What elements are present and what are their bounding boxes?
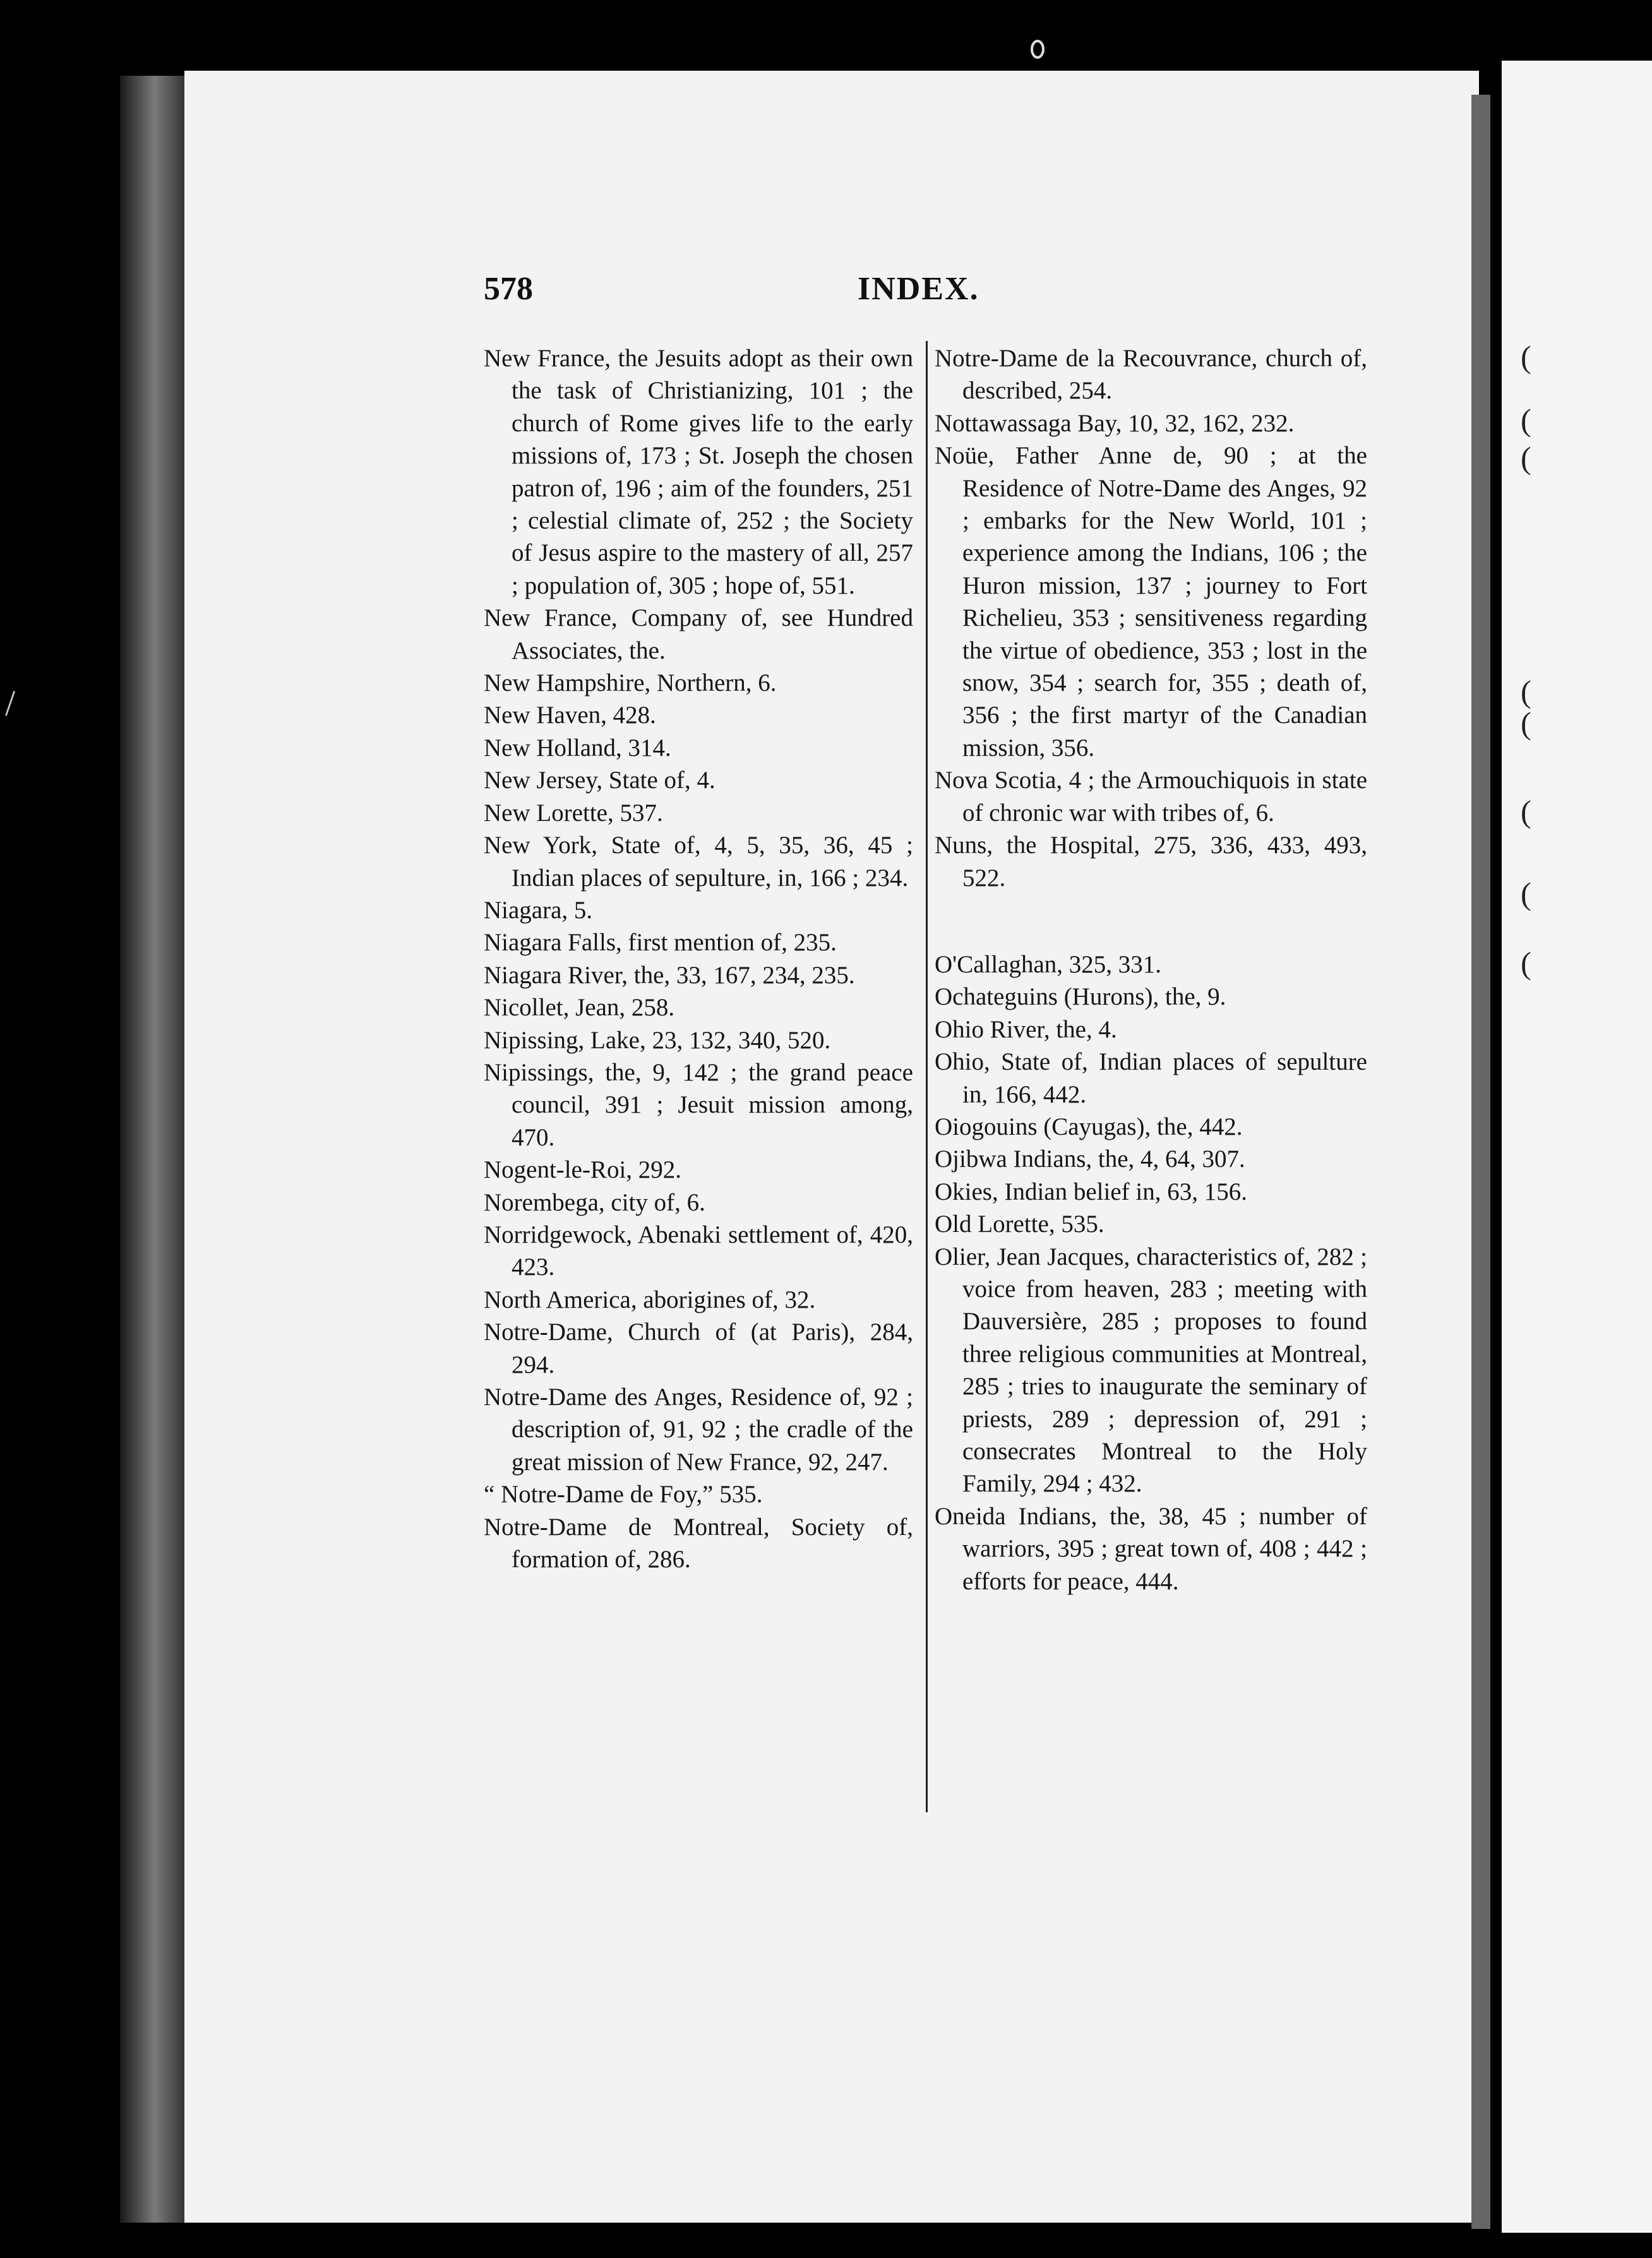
index-entry: New France, the Jesuits adopt as their own the task of Christianizing, 101 ; the church of Rome gives life to the early missions of, 173 ; St. Joseph the chosen patron of, 196 ; aim of the founders, 251 ; celestial climate of, 252 ; the Society of Jesus aspire to the mastery of all, 257 ; population of, 305 ; hope of, 551. [484, 345, 913, 599]
index-entry: Notre-Dame des Anges, Residence of, 92 ; description of, 91, 92 ; the cradle of the great mission of New France, 92, 247. [484, 1383, 913, 1476]
index-entry: Nova Scotia, 4 ; the Armouchiquois in state of chronic war with tribes of, 6. [935, 767, 1367, 827]
page-title: INDEX. [858, 271, 979, 307]
facing-page [1502, 61, 1652, 2233]
book-spine [120, 76, 189, 2223]
facing-page-edge-mark: ( [1521, 440, 1531, 475]
index-entry: Nottawassaga Bay, 10, 32, 162, 232. [935, 409, 1295, 437]
index-entry: Olier, Jean Jacques, characteristics of, 282 ; voice from heaven, 283 ; meeting with Dauversière, 285 ; proposes to found three religious communities at Montreal, 285 ; tries to inaugurate the seminary of priests, 289 ; depression of, 291 ; consecrates Montreal to the Holy Family, 294 ; 432. [935, 1243, 1367, 1498]
index-entry: New Lorette, 537. [484, 799, 663, 827]
index-entry: Okies, Indian belief in, 63, 156. [935, 1178, 1247, 1205]
index-entry: “ Notre-Dame de Foy,” 535. [484, 1481, 763, 1508]
index-column-right [935, 342, 1367, 1598]
index-entry: New Haven, 428. [484, 702, 656, 729]
index-entry: Norembega, city of, 6. [484, 1188, 705, 1216]
facing-page-edge-mark: ( [1521, 339, 1531, 374]
index-entry: Niagara River, the, 33, 167, 234, 235. [484, 961, 855, 989]
column-divider [926, 341, 928, 1812]
facing-page-edge-mark: ( [1521, 945, 1531, 981]
index-entry: Nicollet, Jean, 258. [484, 994, 675, 1022]
facing-page-edge-mark: ( [1521, 876, 1531, 911]
index-entry: Ochateguins (Hurons), the, 9. [935, 983, 1226, 1011]
index-entry: New York, State of, 4, 5, 35, 36, 45 ; Indian places of sepulture, in, 166 ; 234. [484, 832, 913, 892]
index-entry: Nuns, the Hospital, 275, 336, 433, 493, 522. [935, 832, 1367, 892]
index-entry: New Holland, 314. [484, 734, 671, 762]
facing-page-edge-mark: ( [1521, 794, 1531, 829]
index-entry: Ohio River, the, 4. [935, 1015, 1117, 1043]
facing-page-edge-mark: ( [1521, 705, 1531, 741]
index-entry: Norridgewock, Abenaki settlement of, 420, 423. [484, 1221, 913, 1281]
page-edge-shadow [1471, 95, 1490, 2229]
scan-corner-mark-icon [1028, 37, 1047, 62]
page-number: 578 [484, 271, 533, 307]
index-entry: North America, aborigines of, 32. [484, 1286, 816, 1313]
index-entry: New Hampshire, Northern, 6. [484, 669, 777, 697]
index-entry: Nipissing, Lake, 23, 132, 340, 520. [484, 1026, 831, 1054]
index-entry: Notre-Dame de la Recouvrance, church of, described, 254. [935, 345, 1367, 405]
index-entry: New Jersey, State of, 4. [484, 767, 715, 794]
index-entry: Nipissings, the, 9, 142 ; the grand peace council, 391 ; Jesuit mission among, 470. [484, 1058, 913, 1151]
index-entry: Oiogouins (Cayugas), the, 442. [935, 1113, 1243, 1140]
index-entry: Old Lorette, 535. [935, 1210, 1104, 1238]
index-entry: Ojibwa Indians, the, 4, 64, 307. [935, 1145, 1245, 1173]
index-column-left [484, 342, 913, 1575]
index-entry: O'Callaghan, 325, 331. [935, 950, 1162, 978]
index-entry: New France, Company of, see Hundred Associates, the. [484, 604, 913, 664]
index-entry: Ohio, State of, Indian places of sepulture in, 166, 442. [935, 1048, 1367, 1108]
index-entry: Noüe, Father Anne de, 90 ; at the Residence of Notre-Dame des Anges, 92 ; embarks for the New World, 101 ; experience among the Indians, 106 ; the Huron mission, 137 ; journey to Fort Richelieu, 353 ; sensitiveness regarding the virtue of obedience, 353 ; lost in the snow, 354 ; search for, 355 ; death of, 356 ; the first martyr of the Canadian mission, 356. [935, 442, 1367, 762]
index-entry: Notre-Dame, Church of (at Paris), 284, 294. [484, 1318, 913, 1378]
index-entry: Oneida Indians, the, 38, 45 ; number of warriors, 395 ; great town of, 408 ; 442 ; efforts for peace, 444. [935, 1502, 1367, 1595]
scan-margin-mark: / [5, 683, 16, 724]
index-entry: Nogent-le-Roi, 292. [484, 1156, 682, 1184]
facing-page-edge-mark: ( [1521, 674, 1531, 709]
index-entry: Niagara Falls, first mention of, 235. [484, 929, 837, 957]
index-entry: Notre-Dame de Montreal, Society of, formation of, 286. [484, 1513, 913, 1574]
index-entry: Niagara, 5. [484, 896, 593, 924]
facing-page-edge-mark: ( [1521, 402, 1531, 438]
